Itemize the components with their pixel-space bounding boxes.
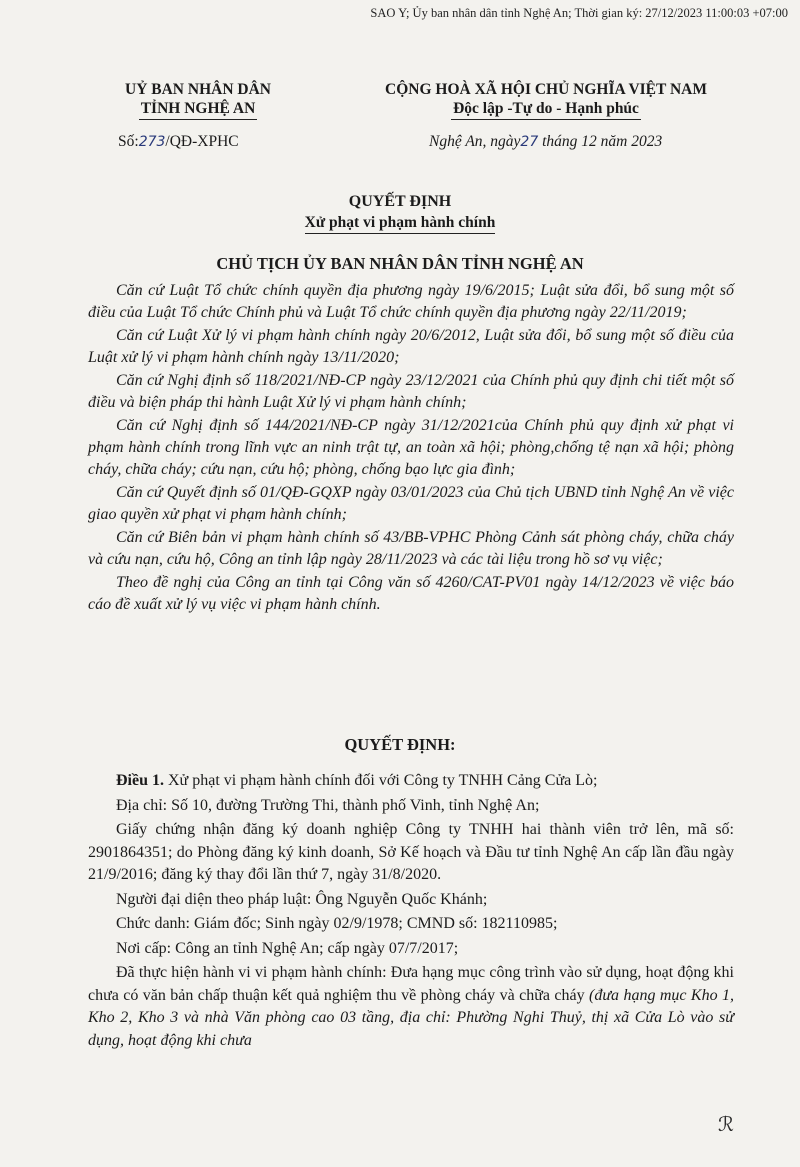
issuing-agency <box>88 80 308 120</box>
violation-italic: (đưa hạng mục Kho 1, Kho 2, Kho 3 và nhà Văn phòng cao 03 tầng, địa chỉ: Phường Nghi Thuỷ, thị xã Cửa Lò vào sử dụng, hoạt động khi chưa <box>88 986 735 1049</box>
detail-item: Chức danh: Giám đốc; Sinh ngày 02/9/1978; CMND số: 182110985; <box>116 915 558 932</box>
legal-basis-item: Căn cứ Nghị định số 118/2021/NĐ-CP ngày 23/12/2021 của Chính phủ quy định chi tiết một số điều và biện pháp thi hành Luật Xử lý vi phạm hành chính; <box>88 372 734 411</box>
motto-line-1: CỘNG HOÀ XÃ HỘI CHỦ NGHĨA VIỆT NAM <box>385 81 707 98</box>
legal-basis-item: Căn cứ Nghị định số 144/2021/NĐ-CP ngày 31/12/2021của Chính phủ quy định xử phạt vi phạm hành chính trong lĩnh vực an ninh trật tự, an toàn xã hội; phòng,chống tệ nạn xã hội; phòng cháy, chữa cháy; cứu nạn, cứu hộ; phòng, chống bạo lực gia đình; <box>88 417 734 478</box>
date-day-handwritten: 27 <box>520 134 539 150</box>
document-date <box>429 133 662 151</box>
document-number <box>118 133 239 151</box>
digital-signature-stamp: SAO Y; Ủy ban nhân dân tỉnh Nghệ An; Thời gian ký: 27/12/2023 11:00:03 +07:00 <box>370 6 788 20</box>
violation-paragraph <box>88 962 734 1052</box>
detail-item: Người đại diện theo pháp luật: Ông Nguyễn Quốc Khánh; <box>116 890 488 908</box>
document-title: QUYẾT ĐỊNH <box>348 193 452 210</box>
subtitle-text: Xử phạt vi phạm hành chính <box>305 214 496 234</box>
agency-line-1: UỶ BAN NHÂN DÂN <box>125 81 271 98</box>
article-1-label: Điều 1. <box>116 772 164 789</box>
violation-plain: Đã thực hiện hành vi vi phạm hành chính: Đưa hạng mục công trình vào sử dụng, hoạt động khi chưa có văn bản chấp thuận kết quả nghiệm thu về phòng cháy và chữa cháy <box>88 964 734 1004</box>
date-suffix: tháng 12 năm 2023 <box>542 133 663 150</box>
detail-item: Nơi cấp: Công an tỉnh Nghệ An; cấp ngày 07/7/2017; <box>116 939 459 957</box>
detail-item: Giấy chứng nhận đăng ký doanh nghiệp Công ty TNHH hai thành viên trở lên, mã số: 2901864351; do Phòng đăng ký kinh doanh, Sở Kế hoạch và Đầu tư tỉnh Nghệ An cấp lần đầu ngày 21/9/2016; đăng ký thay đổi lần thứ 7, ngày 31/8/2020. <box>88 821 734 883</box>
legal-bases <box>88 280 734 617</box>
date-prefix: Nghệ An, ngày <box>429 133 521 150</box>
legal-basis-item: Căn cứ Luật Tổ chức chính quyền địa phương ngày 19/6/2015; Luật sửa đổi, bổ sung một số điều của Luật Tổ chức Chính phủ và Luật Tổ chức chính quyền địa phương ngày 22/11/2019; <box>88 282 734 321</box>
doc-number-suffix: /QĐ-XPHC <box>165 133 239 150</box>
agency-line-2: TỈNH NGHỆ AN <box>139 99 258 120</box>
legal-basis-item: Căn cứ Luật Xử lý vi phạm hành chính ngày 20/6/2012, Luật sửa đổi, bổ sung một số điều của Luật xử lý vi phạm hành chính ngày 13/11/2020; <box>88 327 734 366</box>
document-subtitle <box>0 214 800 234</box>
issuing-authority: CHỦ TỊCH ỦY BAN NHÂN DÂN TỈNH NGHỆ AN <box>216 254 584 273</box>
decision-body <box>88 770 734 1054</box>
legal-basis-item: Theo đề nghị của Công an tỉnh tại Công văn số 4260/CAT-PV01 ngày 14/12/2023 về việc báo cáo đề xuất xử lý vụ việc vi phạm hành chính. <box>88 574 734 613</box>
motto-line-2: Độc lập -Tự do - Hạnh phúc <box>451 99 641 120</box>
doc-number-handwritten: 273 <box>138 134 166 150</box>
legal-basis-item: Căn cứ Quyết định số 01/QĐ-GQXP ngày 03/01/2023 của Chủ tịch UBND tỉnh Nghệ An về việc giao quyền xử phạt vi phạm hành chính; <box>88 484 734 523</box>
legal-basis-item: Căn cứ Biên bản vi phạm hành chính số 43/BB-VPHC Phòng Cảnh sát phòng cháy, chữa cháy và cứu nạn, cứu hộ, Công an tỉnh lập ngày 28/11/2023 và các tài liệu trong hồ sơ vụ việc; <box>88 529 734 568</box>
doc-number-prefix: Số: <box>118 133 139 150</box>
detail-item: Địa chỉ: Số 10, đường Trường Thi, thành phố Vinh, tỉnh Nghệ An; <box>116 796 540 814</box>
article-1-text: Xử phạt vi phạm hành chính đối với Công ty TNHH Cảng Cửa Lò; <box>168 772 598 789</box>
article-1 <box>88 770 734 793</box>
handwritten-initials: ℛ <box>718 1112 734 1136</box>
decision-heading: QUYẾT ĐỊNH: <box>344 735 456 754</box>
national-motto <box>346 80 746 120</box>
